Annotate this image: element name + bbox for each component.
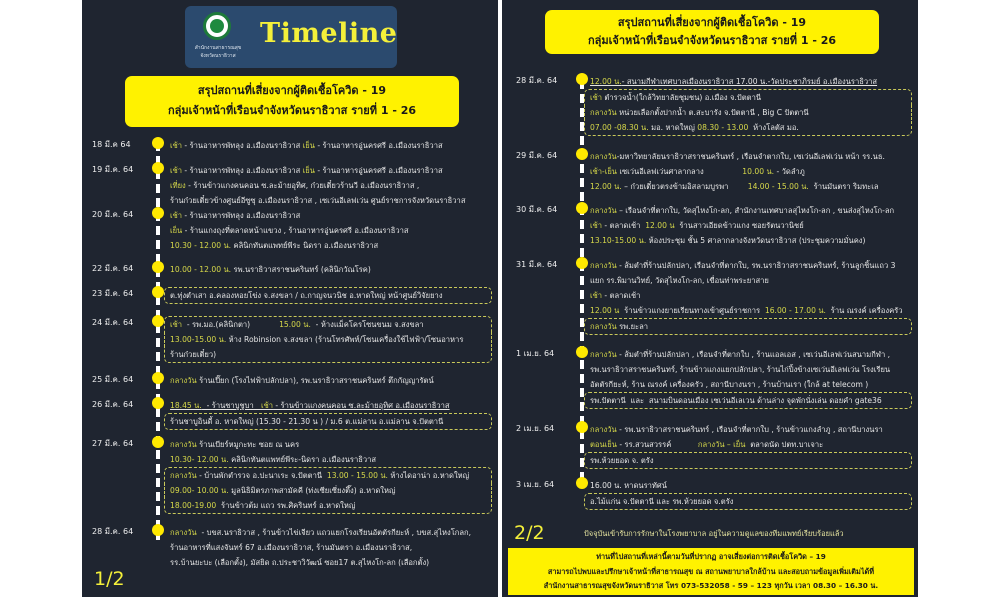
timeline-dot-icon [152, 137, 164, 149]
place-text: ร้านเบียร์หมูกะทะ ซอย ณ นคร [196, 440, 300, 449]
entry-line [164, 332, 492, 347]
time-tag: 13.00 - 15.00 น. [326, 471, 388, 480]
time-tag: เช้า [170, 211, 183, 220]
entry-line [164, 347, 492, 363]
time-tag: เย็น [302, 166, 315, 175]
place-text: ร้าน ณรงค์ เครื่องครัว [825, 306, 903, 315]
logo-caption-line-2: จังหวัดนราธิวาส [200, 53, 236, 59]
place-text: รพ.นราธิวาสราชนครินทร์ (คลินิกวัณโรค) [231, 265, 371, 274]
time-tag: กลางวัน [590, 322, 617, 331]
entry-lines [590, 74, 912, 136]
timeline-dot-icon [576, 148, 588, 160]
place-text: – ก๋วยเตี๋ยวตรงข้ามอิสลามบูรพา [621, 182, 748, 191]
place-text: - ร้านข้าวแกงคนคอน ซ.ละม้ายอุทิศ อ.เมืองนราธิวาส [273, 401, 450, 410]
place-text: รพ.ห้วยยอด จ. ตรัง [590, 456, 654, 465]
place-text: - บขส.นราธิวาส , ร้านข้าวไข่เจียว แถวแยกโรงเรียนอัตตัรกียะห์ , บขส.สุไหงโกลก, [196, 528, 472, 537]
time-tag: เช้า-เย็น [590, 167, 617, 176]
entry-line [584, 452, 912, 469]
entry-lines [170, 208, 492, 253]
entry-date: 2 เม.ย. 64 [516, 424, 555, 433]
entry-date: 28 มี.ค. 64 [92, 527, 134, 536]
time-tag: 18.45 น. [170, 401, 202, 410]
time-tag: กลางวัน [170, 440, 197, 449]
place-text: ร้านชาบูอินดี้ อ. หาดใหญ่ (15.30 - 21.30 น ) / ม.6 ต.แม่ลาน อ.แม่ลาน จ.ปัตตานี [170, 417, 444, 426]
timeline-dot-icon [576, 257, 588, 269]
place-text: - ร้านชาบูชูบา [201, 401, 261, 410]
entry-lines [170, 525, 492, 570]
time-tag: เช้า [170, 166, 183, 175]
entry-date: 24 มี.ค. 64 [92, 318, 134, 327]
time-tag: 10.30 - 12.00 น. [170, 241, 232, 250]
place-text: ร้านมันตรา ริมทะเล [808, 182, 879, 191]
entry-lines [590, 478, 912, 510]
entry-line [164, 467, 492, 483]
entry-line [584, 318, 912, 335]
entry-line [590, 362, 912, 377]
entry-lines [590, 258, 912, 335]
page-number: 2/2 [514, 522, 545, 544]
summary-banner [545, 10, 879, 54]
time-tag: เช้า [590, 291, 603, 300]
ministry-emblem-icon [203, 12, 231, 40]
place-text: - รพ.มอ.(คลินิกตา) [182, 320, 280, 329]
entry-line [584, 120, 912, 136]
entry-line [590, 347, 912, 362]
entry-date: 23 มี.ค. 64 [92, 289, 134, 298]
place-text: ห้องประชุม ชั้น 5 ศาลากลางจังหวัดนราธิวาส (ประชุมความมั่นคง) [646, 236, 866, 245]
entry-line [590, 303, 912, 318]
place-text: - สนามกีฬาเทศบาลเมืองนราธิวาส 17.00 น.-วัดประชาภิรมย์ อ.เมืองนราธิวาส [621, 77, 878, 86]
timeline-dot-icon [576, 477, 588, 489]
place-text: - ร้านอาหารอู่นครศรี อ.เมืองนราธิวาส [314, 166, 443, 175]
entry-date: 19 มี.ค. 64 [92, 165, 134, 174]
place-text: 16.00 น. หาดนราทัศน์ [590, 481, 667, 490]
treatment-note: ปัจจุบันเข้ารับการรักษาในโรงพยาบาล อยู่ในความดูแลของทีมแพทย์เรียบร้อยแล้ว [584, 529, 844, 538]
entry-line [584, 392, 912, 409]
time-tag: 13.10-15.00 น. [590, 236, 647, 245]
place-text: - ตลาดเช้า [602, 291, 641, 300]
entry-lines [590, 203, 912, 248]
entry-date: 1 เม.ย. 64 [516, 349, 555, 358]
place-text: - วัดลำภู [774, 167, 805, 176]
time-tag: เที่ยง [170, 181, 186, 190]
time-tag: เช้า [590, 93, 603, 102]
entry-line [590, 437, 912, 452]
entry-line [170, 540, 492, 555]
time-tag: เช้า [590, 221, 603, 230]
time-tag: 10.30- 12.00 น. [170, 455, 229, 464]
place-text: มอ. หาดใหญ่ [648, 123, 698, 132]
entry-lines [170, 316, 492, 363]
entry-line [170, 193, 492, 208]
time-tag: กลางวัน [590, 425, 617, 434]
entry-lines [170, 262, 492, 277]
entry-line [590, 149, 912, 164]
time-tag: เย็น [170, 226, 183, 235]
entry-line [170, 223, 492, 238]
time-tag: 16.00 - 17.00 น. [764, 306, 826, 315]
timeline-dot-icon [152, 286, 164, 298]
time-tag: กลางวัน [590, 108, 617, 117]
time-tag: กลางวัน [590, 261, 617, 270]
entry-line [590, 179, 912, 194]
time-tag: 12.00 น [645, 221, 675, 230]
place-text: ร้านก๋วยเตี๋ยว) [170, 350, 217, 359]
entry-line [164, 413, 492, 430]
entry-line [170, 373, 492, 388]
timeline-panel-page-2 [502, 0, 918, 597]
timeline-dot-icon [152, 315, 164, 327]
time-tag: กลางวัน – เย็น [697, 440, 746, 449]
time-tag: 12.00 น. [590, 77, 622, 86]
time-tag: ตอนเย็น [590, 440, 617, 449]
entry-lines [170, 437, 492, 514]
time-tag: กลางวัน [170, 528, 197, 537]
banner-line-2: กลุ่มเจ้าหน้าที่เรือนจำจังหวัดนราธิวาส รายที่ 1 - 26 [587, 34, 837, 47]
time-tag: 10.00 - 12.00 น. [170, 265, 232, 274]
time-tag: กลางวัน [590, 350, 617, 359]
entry-line [164, 287, 492, 304]
timeline-dot-icon [152, 436, 164, 448]
entry-line [584, 105, 912, 120]
entry-date: 29 มี.ค. 64 [516, 151, 558, 160]
place-text: - ร้านอาหารพัทลุง อ.เมืองนราธิวาส [182, 166, 303, 175]
timeline-dot-icon [576, 73, 588, 85]
time-tag: 14.00 - 15.00 น. [747, 182, 809, 191]
timeline-axis [156, 142, 160, 540]
time-tag: 08.30 - 13.00 [697, 123, 749, 132]
place-text: – เรือนจำที่ตากใบ, วัดสุไหงโก-ลก, สำนักงานเทศบาลสุไหงโก-ลก , ขนส่งสุไหงโก-ลก [616, 206, 895, 215]
timeline-dot-icon [152, 162, 164, 174]
entry-line [170, 178, 492, 193]
entry-line [590, 233, 912, 248]
entry-line [170, 555, 492, 570]
place-text: เซเว่นอีเลฟเว่นศาลากลาง [617, 167, 743, 176]
entry-lines [170, 373, 492, 388]
timeline-axis [580, 80, 584, 480]
time-tag: กลางวัน [170, 471, 197, 480]
place-text: ร้านข้าวแกงยายเรียนทางเข้าศูนย์ราชการ [619, 306, 765, 315]
entry-line [170, 525, 492, 540]
banner-line-1: สรุปสถานที่เสี่ยงจากผู้ติดเชื้อโควิด - 19 [617, 16, 807, 29]
entry-line [164, 498, 492, 514]
entry-line [164, 483, 492, 498]
timeline-dot-icon [576, 346, 588, 358]
place-text: หน่วยเลือกตั้งปากน้ำ ต.สะบารัง จ.ปัตตานี , Big C ปัตตานี [616, 108, 809, 117]
entry-line [590, 478, 912, 493]
place-text: - ร้านข้าวแกงคนคอน ซ.ละม้ายอุทิศ, ก๋วยเตี๋ยวร้านวี อ.เมืองนราธิวาส , [185, 181, 420, 190]
place-text: รพ.นราธิวาสราชนครินทร์, ร้านข้าวแกงแยกปลักปลา, ร้านไก่ปิ้งข้างเซเว่นอีเลฟเว่น โรงเรียน [590, 365, 891, 374]
place-text: - ส้มตำที่ร้านปลักปลา, เรือนจำที่ตากใบ, รพ.นราธิวาสราชนครินทร์, ร้านลูกชิ้นแถว 3 [616, 261, 896, 270]
place-text: - บ้านพักตำรวจ อ.ปะนาเระ จ.ปัตตานี [196, 471, 327, 480]
place-text: - รร.สวนสวรรค์ [616, 440, 698, 449]
timeline-dot-icon [152, 372, 164, 384]
entry-line [170, 163, 492, 178]
logo-caption [191, 44, 245, 60]
time-tag: 13.00-15.00 น. [170, 335, 227, 344]
time-tag: 18.00-19.00 [170, 501, 217, 510]
page-number: 1/2 [94, 568, 125, 590]
entry-line [590, 422, 912, 437]
entry-date: 27 มี.ค. 64 [92, 439, 134, 448]
timeline-panel-page-1 [82, 0, 498, 597]
time-tag: เช้า [170, 320, 183, 329]
place-text: รร.บ้านยะบะ (เลือกตั้ง), มัสยิด ถ.ประชาวิวัฒน์ ซอย17 ต.สุไหงโก-ลก (เลือกตั้ง) [170, 558, 430, 567]
time-tag: 12.00 น. [590, 182, 622, 191]
entry-line [590, 164, 912, 179]
entry-date: 3 เม.ย. 64 [516, 480, 555, 489]
place-text: ต.ทุ่งตำเสา อ.คลองหอยโข่ง จ.สงขลา / ถ.กาญจนวนิช อ.หาดใหญ่ หน้าศูนย์วิจัยยาง [170, 291, 443, 300]
time-tag: 09.00- 10.00 น. [170, 486, 229, 495]
time-tag: กลางวัน [590, 206, 617, 215]
place-text: อ.ไม้แก่น จ.ปัตตานี และ รพ.ห้วยยอด จ.ตรัง [590, 497, 734, 506]
entry-line [590, 258, 912, 273]
place-text: ห้างโลตัส มอ. [748, 123, 799, 132]
place-text: ร้านก๋วยเตี๋ยวข้างศูนย์อีซูซุ อ.เมืองนราธิวาส , เซเว่นอีเลฟเว่น ศูนย์ราชการจังหวัดนราธิวาส [170, 196, 466, 205]
entry-lines [170, 287, 492, 304]
time-tag: เช้า [261, 401, 274, 410]
timeline-dot-icon [576, 421, 588, 433]
place-text: ห้าง Robinsion จ.สงขลา (ร้านโทรศัพท์/โซนเครื่องใช้ไฟฟ้า/โซนอาหาร [226, 335, 464, 344]
entry-line [590, 273, 912, 288]
entry-date: 30 มี.ค. 64 [516, 205, 558, 214]
footer-line-3: สำนักงานสาธารณสุขจังหวัดนราธิวาส โทร 073-532058 - 59 – 123 ทุกวัน เวลา 08.30 – 16.30 น. [543, 581, 879, 590]
place-text: - ร้านอาหารพัทลุง อ.เมืองนราธิวาส [182, 141, 303, 150]
timeline-dot-icon [576, 202, 588, 214]
entry-line [590, 377, 912, 392]
entry-line [590, 74, 912, 89]
place-text: คลินิกทันตแพทย์พีระ นิดรา อ.เมืองนราธิวาส [231, 241, 379, 250]
entry-line [170, 398, 492, 413]
time-tag: 12.00 น [590, 306, 620, 315]
entry-date: 20 มี.ค. 64 [92, 210, 134, 219]
footer-line-1: ท่านที่ไปสถานที่เหล่านี้ตามวันที่ปรากฏ อาจเสี่ยงต่อการติดเชื้อโควิด – 19 [596, 552, 826, 561]
place-text: - ส้มตำที่ร้านปลักปลา , เรือนจำที่ตากใบ , ร้านแอลเอส , เซเว่นอีเลฟเว่นสนามกีฬา , [616, 350, 891, 359]
place-text: - ร้านแกงถุงที่ตลาดหน้าแขวง , ร้านอาหารอู่นครศรี อ.เมืองนราธิวาส [182, 226, 409, 235]
entry-line [170, 262, 492, 277]
entry-lines [170, 163, 492, 208]
entry-date: 18 มี.ค 64 [92, 140, 131, 149]
entry-line [170, 437, 492, 452]
timeline-dot-icon [152, 524, 164, 536]
time-tag: กลางวัน [590, 152, 617, 161]
entry-lines [170, 138, 492, 153]
timeline-dot-icon [152, 207, 164, 219]
place-text: มูลนิธิมิตรภาพสามัคคี (ท่งเซียเซี่ยงตึ๊ง) อ.หาดใหญ่ [228, 486, 396, 495]
place-text: ห้างไดอาน่า อ.หาดใหญ่ [387, 471, 470, 480]
entry-date: 31 มี.ค. 64 [516, 260, 558, 269]
header-logo-box [185, 6, 397, 68]
banner-line-2: กลุ่มเจ้าหน้าที่เรือนจำจังหวัดนราธิวาส รายที่ 1 - 26 [167, 104, 417, 117]
entry-line [590, 218, 912, 233]
place-text: - ร้านอาหารอู่นครศรี อ.เมืองนราธิวาส [314, 141, 443, 150]
time-tag: 15.00 น. [279, 320, 311, 329]
entry-line [590, 288, 912, 303]
time-tag: 10.00 น. [742, 167, 775, 176]
banner-line-1: สรุปสถานที่เสี่ยงจากผู้ติดเชื้อโควิด - 19 [197, 84, 387, 97]
page-title: Timeline [260, 18, 398, 49]
entry-lines [170, 398, 492, 430]
entry-line [170, 238, 492, 253]
entry-date: 25 มี.ค. 64 [92, 375, 134, 384]
contact-footer [508, 548, 914, 595]
logo-caption-line-1: สำนักงานสาธารณสุข [194, 45, 242, 51]
entry-lines [590, 149, 912, 194]
place-text: ตำรวจน้ำ(ใกล้วิทยาลัยชุมชน) อ.เมือง จ.ปัตตานี [602, 93, 762, 102]
place-text: - ตลาดเช้า [602, 221, 646, 230]
place-text: ร้านอาหารที่แสงจันทร์ 67 อ.เมืองนราธิวาส, ร้านมันตรา อ.เมืองนราธิวาส, [170, 543, 413, 552]
footer-line-2: สามารถไปพบและปรึกษาเจ้าหน้าที่สาธารณสุข ณ สถานพยาบาลใกล้บ้าน และสอบถามข้อมูลเพิ่มเติมได้ที่ [547, 566, 875, 576]
entry-lines [590, 422, 912, 469]
place-text: คลินิกทันตแพทย์พีระ-นิดรา อ.เมืองนราธิวาส [228, 455, 377, 464]
entry-line [170, 208, 492, 223]
entry-date: 26 มี.ค. 64 [92, 400, 134, 409]
place-text: รพ.ยะลา [616, 322, 649, 331]
entry-line [590, 203, 912, 218]
entry-line [170, 138, 492, 153]
time-tag: เย็น [302, 141, 315, 150]
summary-banner [125, 76, 459, 127]
place-text: แยก รร.พิมานวิทย์, วัดสุไหงโก-ลก, เขื่อนท่าพระยาสาย [590, 276, 769, 285]
place-text: ร้านเปี๊ยก (โรงไฟฟ้าปลักปลา), รพ.นราธิวาสราชนครินทร์ ตึกกัญญารัตน์ [196, 376, 434, 385]
timeline-dot-icon [152, 261, 164, 273]
time-tag: 07.00 -08.30 น. [590, 123, 649, 132]
place-text: ตลาดนัด ปตท.บาเจาะ [745, 440, 824, 449]
place-text: อัตตัรกียะห์, ร้าน ณรงค์ เครื่องครัว , สถานีบางนรา , ร้านบ้านเรา (ใกล้ at telecom ) [590, 380, 869, 389]
place-text: - รพ.นราธิวาสราชนครินทร์ , เรือนจำที่ตากใบ , ร้านข้าวแกงลำภู , สถานีบางนรา [616, 425, 883, 434]
entry-line [584, 89, 912, 105]
time-tag: กลางวัน [170, 376, 197, 385]
entry-date: 28 มี.ค. 64 [516, 76, 558, 85]
entry-date: 22 มี.ค. 64 [92, 264, 134, 273]
place-text: รพ.ปัตตานี และ สนามบินดอนเมือง เซเว่นอีเลเวน ด้านล่าง จุดพักนั่งเล่น ดอยคำ gate36 [590, 396, 882, 405]
entry-lines [590, 347, 912, 409]
entry-line [584, 493, 912, 510]
time-tag: เช้า [170, 141, 183, 150]
timeline-dot-icon [152, 397, 164, 409]
entry-line [164, 316, 492, 332]
place-text: - ห้างแม็คโครโซนขนม จ.สงขลา [310, 320, 424, 329]
place-text: -มหาวิทยาลัยนราธิวาสราชนครินทร์ , เรือนจำตากใบ, เซเว่นอีเลฟเว่น หน้า รร.นธ. [616, 152, 885, 161]
place-text: ร้านสาวเอียดข้าวแกง ซอยรัตนวานิชย์ [674, 221, 804, 230]
entry-line [170, 452, 492, 467]
place-text: - ร้านอาหารพัทลุง อ.เมืองนราธิวาส [182, 211, 301, 220]
place-text: ร้านข้าวต้ม แถว รพ.ศิครินทร์ อ.หาดใหญ่ [216, 501, 356, 510]
